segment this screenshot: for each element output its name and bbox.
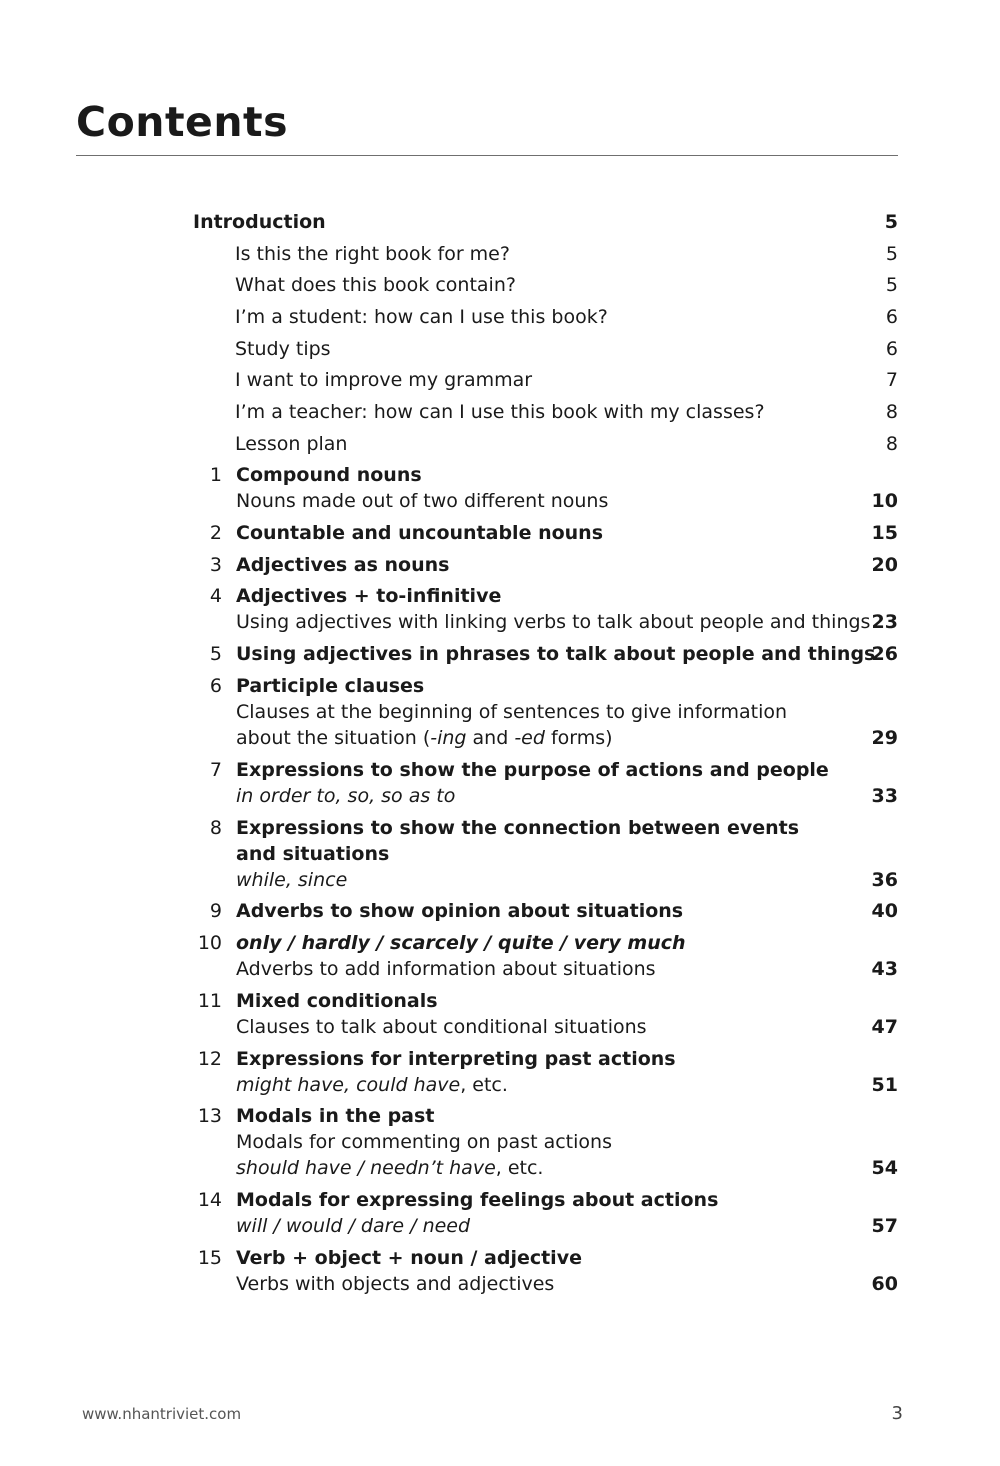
unit-subtitle: Clauses at the beginning of sentences to give information [236,701,788,723]
unit-title: Modals in the past [236,1105,435,1127]
toc-unit-12[interactable] [0,1045,1000,1073]
unit-title: Adjectives as nouns [236,554,450,576]
toc-unit-6-sub [0,698,1000,726]
toc-subentry-page: 6 [885,306,898,328]
unit-title: Adverbs to show opinion about situations [236,900,684,922]
toc-entry-title: Introduction [193,211,326,233]
unit-number: 6 [209,675,222,697]
unit-subtitle: Nouns made out of two different nouns [236,490,609,512]
toc-unit-10[interactable] [0,929,1000,957]
unit-title-continued: and situations [236,843,390,865]
unit-number: 14 [197,1189,222,1211]
unit-number: 7 [209,759,222,781]
subtitle-ed: -ed [514,727,545,749]
unit-title: Expressions to show the purpose of actions and people [236,759,829,781]
toc-unit-9[interactable] [0,897,1000,925]
toc-unit-5[interactable] [0,640,1000,668]
toc-unit-8[interactable] [0,814,1000,842]
unit-subtitle: Modals for commenting on past actions [236,1131,612,1153]
toc-subentry[interactable] [0,398,1000,426]
unit-number: 4 [209,585,222,607]
unit-number: 12 [197,1048,222,1070]
unit-page: 20 [871,554,898,576]
toc-subentry-page: 6 [885,338,898,360]
subtitle-italic: might have, could have [236,1074,461,1096]
toc-subentry-title: Study tips [235,338,331,360]
toc-subentry[interactable] [0,430,1000,458]
unit-page: 40 [871,900,898,922]
unit-page: 36 [871,869,898,891]
unit-page: 43 [871,958,898,980]
toc-subentry[interactable] [0,271,1000,299]
toc-unit-15[interactable] [0,1244,1000,1272]
toc-subentry-title: I want to improve my grammar [235,369,533,391]
toc-entry-page: 5 [884,211,898,233]
unit-number: 13 [197,1105,222,1127]
unit-title: Mixed conditionals [236,990,438,1012]
unit-title: Participle clauses [236,675,425,697]
toc-subentry[interactable] [0,303,1000,331]
unit-number: 5 [209,643,222,665]
subtitle-end: forms) [544,727,613,749]
unit-page: 26 [871,643,898,665]
footer-page-number: 3 [891,1403,903,1424]
toc-entry-introduction[interactable] [0,208,1000,236]
unit-title: Using adjectives in phrases to talk about people and things [236,643,876,665]
unit-title: Expressions to show the connection between events [236,817,800,839]
unit-page: 51 [871,1074,898,1096]
subtitle-italic: should have / needn’t have [236,1157,496,1179]
toc-unit-3[interactable] [0,551,1000,579]
toc-subentry-title: Is this the right book for me? [235,243,510,265]
subtitle-ing: -ing [430,727,467,749]
toc-subentry-page: 8 [885,433,898,455]
unit-subtitle: Adverbs to add information about situations [236,958,656,980]
toc-subentry[interactable] [0,366,1000,394]
toc-unit-15-sub [0,1270,1000,1298]
unit-page: 10 [871,490,898,512]
toc-unit-1-sub [0,487,1000,515]
toc-subentry-title: Lesson plan [235,433,348,455]
unit-subtitle [236,1071,508,1099]
toc-subentry-page: 7 [885,369,898,391]
subtitle-and: and [466,727,515,749]
toc-unit-6-sub [0,724,1000,752]
unit-title: Expressions for interpreting past actions [236,1048,676,1070]
unit-number: 10 [197,932,222,954]
toc-subentry[interactable] [0,335,1000,363]
toc-subentry-page: 8 [885,401,898,423]
toc-unit-11[interactable] [0,987,1000,1015]
unit-page: 60 [871,1273,898,1295]
toc-unit-14-sub [0,1212,1000,1240]
unit-subtitle: in order to, so, so as to [236,785,456,807]
toc-unit-4-sub [0,608,1000,636]
subtitle-end: , etc. [495,1157,544,1179]
toc-subentry-title: What does this book contain? [235,274,516,296]
unit-subtitle [236,724,613,752]
toc-unit-10-sub [0,955,1000,983]
unit-title: Compound nouns [236,464,422,486]
unit-subtitle: Verbs with objects and adjectives [236,1273,555,1295]
unit-subtitle: Using adjectives with linking verbs to talk about people and things [236,611,871,633]
toc-unit-2[interactable] [0,519,1000,547]
unit-number: 11 [197,990,222,1012]
toc-subentry-title: I’m a student: how can I use this book? [235,306,608,328]
unit-number: 15 [197,1247,222,1269]
unit-page: 54 [871,1157,898,1179]
unit-subtitle [236,1154,543,1182]
page-title: Contents [76,98,289,146]
toc-subentry-page: 5 [885,243,898,265]
unit-subtitle: Clauses to talk about conditional situations [236,1016,647,1038]
toc-subentry[interactable] [0,240,1000,268]
toc-subentry-page: 5 [885,274,898,296]
toc-unit-11-sub [0,1013,1000,1041]
toc-unit-7[interactable] [0,756,1000,784]
subtitle-end: , etc. [460,1074,508,1096]
unit-number: 9 [209,900,222,922]
unit-number: 3 [209,554,222,576]
toc-subentry-title: I’m a teacher: how can I use this book with my classes? [235,401,765,423]
unit-number: 1 [209,464,222,486]
toc-unit-8-title-cont [0,840,1000,868]
toc-unit-6[interactable] [0,672,1000,700]
unit-title: only / hardly / scarcely / quite / very much [236,932,686,954]
unit-page: 29 [871,727,898,749]
toc-unit-13-sub [0,1154,1000,1182]
toc-unit-13-sub [0,1128,1000,1156]
unit-subtitle: will / would / dare / need [236,1215,471,1237]
unit-page: 47 [871,1016,898,1038]
toc-unit-8-sub [0,866,1000,894]
unit-page: 33 [871,785,898,807]
toc-unit-13[interactable] [0,1102,1000,1130]
unit-title: Adjectives + to-infinitive [236,585,502,607]
subtitle-part: about the situation ( [236,727,431,749]
unit-title: Verb + object + noun / adjective [236,1247,582,1269]
unit-page: 23 [871,611,898,633]
unit-page: 57 [871,1215,898,1237]
toc-unit-12-sub [0,1071,1000,1099]
toc-unit-7-sub [0,782,1000,810]
unit-title: Modals for expressing feelings about actions [236,1189,719,1211]
toc-unit-14[interactable] [0,1186,1000,1214]
unit-subtitle: while, since [236,869,348,891]
toc-unit-4[interactable] [0,582,1000,610]
title-divider [76,155,898,156]
footer-url: www.nhantriviet.com [82,1405,242,1423]
unit-page: 15 [871,522,898,544]
unit-number: 2 [209,522,222,544]
unit-title: Countable and uncountable nouns [236,522,604,544]
unit-number: 8 [209,817,222,839]
toc-unit-1[interactable] [0,461,1000,489]
